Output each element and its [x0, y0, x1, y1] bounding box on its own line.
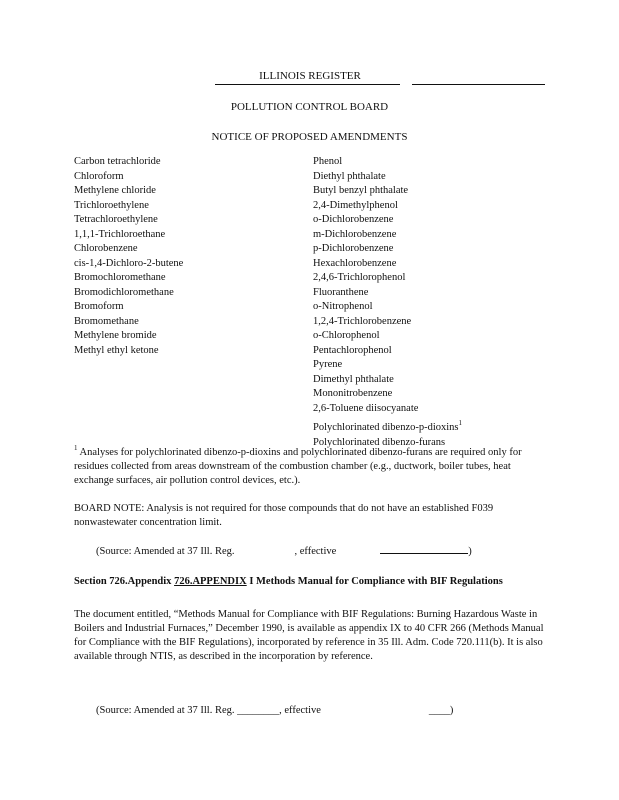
source-note-1: [96, 543, 536, 559]
compound-item: Mononitrobenzene: [313, 388, 393, 399]
source-prefix: (Source: Amended at 37 Ill. Reg.: [96, 705, 238, 716]
source-close: ): [468, 546, 472, 557]
compound-item: 2,6-Toluene diisocyanate: [313, 402, 419, 414]
right-compound-list: [313, 155, 462, 450]
compound-item: Diethyl phthalate: [313, 170, 386, 182]
source-effective: , effective: [294, 546, 337, 557]
compound-item: Trichloroethylene: [74, 199, 149, 211]
register-title: ILLINOIS REGISTER: [259, 70, 361, 82]
register-underline: [215, 84, 400, 85]
compound-item: cis-1,4-Dichloro-2-butene: [74, 257, 184, 269]
compound-item: o-Dichlorobenzene: [313, 214, 394, 225]
effective-blank: ____: [428, 705, 450, 716]
compound-item: 1,1,1-Trichloroethane: [74, 228, 166, 240]
board-note: BOARD NOTE: Analysis is not required for those compounds that do not have an established F039 nonwastewater concentration limit.: [74, 503, 494, 528]
section-number: Section 726.Appendix: [74, 576, 175, 587]
effective-date-blank: [380, 543, 468, 554]
compound-item: p-Dichlorobenzene: [313, 243, 394, 254]
left-compound-list: [74, 155, 183, 358]
footnote: [74, 441, 544, 488]
compound-item: Chlorobenzene: [74, 243, 138, 254]
compound-item: Bromodichloromethane: [74, 286, 174, 298]
compound-item: Chloroform: [74, 170, 124, 182]
compound-item: Phenol: [313, 156, 343, 167]
footnote-reference: 1: [458, 419, 463, 427]
compound-label: Polychlorinated dibenzo-p-dioxins: [313, 422, 459, 433]
compound-item: Dimethyl phthalate: [313, 373, 394, 385]
compound-item-with-footnote: [313, 416, 462, 436]
compound-item: Hexachlorobenzene: [313, 257, 397, 269]
compound-item: Pentachlorophenol: [313, 344, 392, 356]
compound-item: Bromomethane: [74, 315, 139, 327]
document-paragraph: The document entitled, “Methods Manual for Compliance with BIF Regulations: Burning Hazardous Waste in Boilers and Industrial Furnaces,” December 1990, is available as appendix IX to 40 CFR 266 (Methods Manual for Compliance with the BIF Regulations), incorporated by reference in 35 Ill. Adm. Code 720.111(b). It is also available through NTIS, as described in the incorporation by reference.: [74, 609, 544, 662]
compound-item: 2,4-Dimethylphenol: [313, 199, 398, 211]
compound-item: Tetrachloroethylene: [74, 214, 158, 225]
compound-item: Pyrene: [313, 359, 343, 370]
reg-blank: ________: [237, 705, 280, 716]
section-title: I Methods Manual for Compliance with BIF Regulations: [246, 576, 503, 587]
compound-item: Bromoform: [74, 301, 124, 312]
footnote-marker: 1: [74, 444, 78, 452]
board-title: POLLUTION CONTROL BOARD: [230, 101, 389, 113]
compound-item: Butyl benzyl phthalate: [313, 185, 409, 196]
compound-item: Methylene bromide: [74, 330, 157, 341]
source-effective: , effective: [279, 705, 321, 716]
footnote-text: Analyses for polychlorinated dibenzo-p-dioxins and polychlorinated dibenzo-furans are required only for residues collected from areas downstream of the combustion chamber (e.g., ductwork, boiler tubes, heat exchange surfaces, air pollution control devices, etc.).: [74, 447, 522, 486]
compound-item: m-Dichlorobenzene: [313, 228, 397, 240]
section-underlined: 726.APPENDIX: [174, 576, 247, 587]
source-prefix: (Source: Amended at 37 Ill. Reg.: [96, 546, 235, 557]
issue-blank-line: [412, 84, 545, 85]
compound-item: o-Nitrophenol: [313, 301, 373, 312]
source-close: ): [449, 705, 454, 716]
compound-item: 2,4,6-Trichlorophenol: [313, 272, 406, 283]
notice-title: NOTICE OF PROPOSED AMENDMENTS: [211, 131, 408, 143]
compound-item: Carbon tetrachloride: [74, 156, 161, 167]
compound-item: Fluoranthene: [313, 286, 369, 298]
compound-item: Methylene chloride: [74, 185, 156, 196]
source-note-2: [96, 704, 536, 718]
compound-item: Methyl ethyl ketone: [74, 344, 159, 356]
compound-item: 1,2,4-Trichlorobenzene: [313, 315, 412, 327]
compound-item: o-Chlorophenol: [313, 330, 380, 341]
compound-item: Polychlorinated dibenzo-furans: [313, 436, 446, 448]
compound-item: Bromochloromethane: [74, 272, 166, 283]
section-heading: [74, 575, 544, 589]
